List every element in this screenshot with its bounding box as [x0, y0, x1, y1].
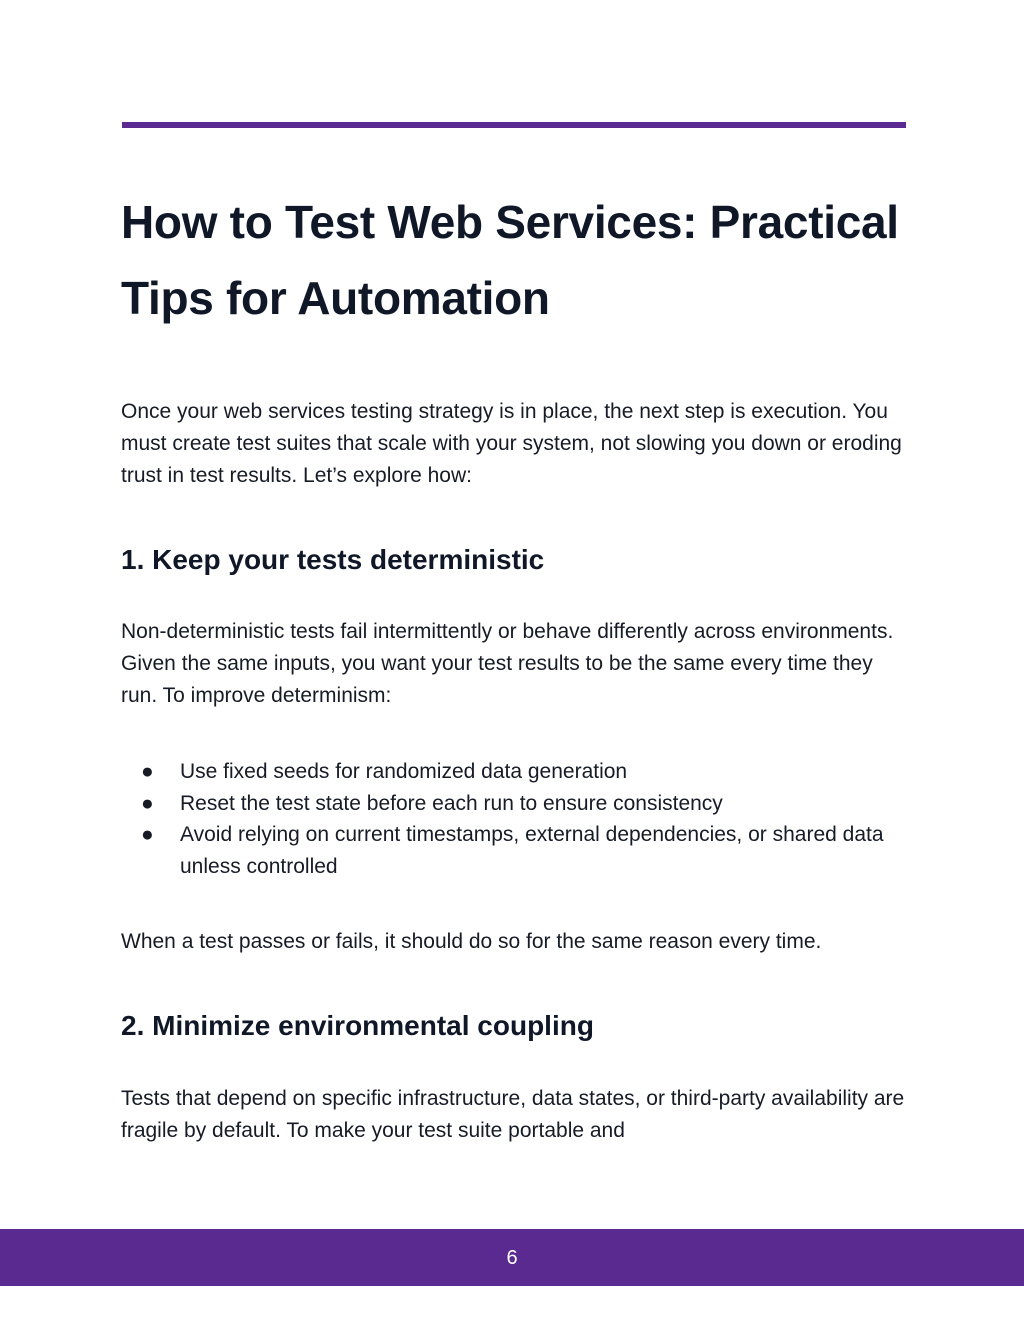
section-2-body: Tests that depend on specific infrastructure, data states, or third-party availability are fragile by default. To make your test suite portable and	[121, 1087, 905, 1142]
bullet-item	[121, 756, 911, 788]
page-footer	[0, 1229, 1024, 1286]
section-1-closing: When a test passes or fails, it should do so for the same reason every time.	[121, 930, 822, 953]
section-2-heading: 2. Minimize environmental coupling	[121, 1010, 594, 1041]
intro-paragraph: Once your web services testing strategy is in place, the next step is execution. You must create test suites that scale with your system, not slowing you down or eroding trust in test results. Let’s explore how:	[121, 400, 902, 487]
bullet-text: Use fixed seeds for randomized data generation	[180, 760, 628, 783]
top-accent-rule	[122, 122, 906, 128]
page-content	[121, 184, 911, 1147]
bullet-dot-icon: ●	[141, 760, 154, 783]
bullet-dot-icon: ●	[141, 791, 154, 815]
page-title-line-1: How to Test Web Services: Practical	[121, 196, 899, 248]
section-1-bullet-list	[121, 756, 911, 882]
bullet-text: Avoid relying on current timestamps, external dependencies, or shared data unless controlled	[180, 823, 884, 878]
bullet-item	[121, 788, 911, 820]
page-number: 6	[506, 1246, 518, 1269]
section-1-heading: 1. Keep your tests deterministic	[121, 544, 545, 575]
page-title-line-2: Tips for Automation	[121, 272, 550, 324]
bullet-text: Reset the test state before each run to ensure consistency	[180, 791, 723, 815]
bullet-item	[121, 819, 911, 882]
bullet-dot-icon: ●	[141, 823, 154, 846]
page-title	[121, 184, 911, 336]
section-1-body: Non-deterministic tests fail intermittently or behave differently across environments. Given the same inputs, you want your test results to be the same every time they run. To improve determinism:	[121, 620, 894, 707]
